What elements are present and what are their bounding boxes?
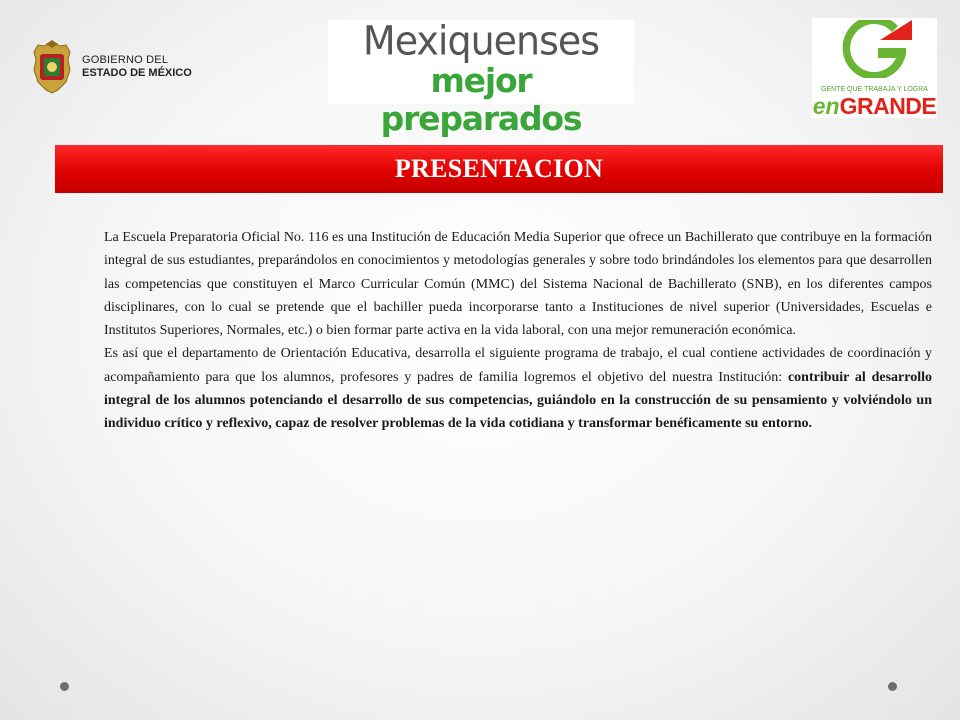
paragraph-2-intro: Es así que el departamento de Orientación Educativa, desarrolla el siguiente programa de trabajo, el cual contiene actividades de coordinación y acompañamiento para que los alumnos, profesores y padres de familia logremos el objetivo del nuestra Institución: <box>104 346 932 385</box>
paragraph-1: La Escuela Preparatoria Oficial No. 116 es una Institución de Educación Media Superior que ofrece un Bachillerato que contribuye en la formación integral de sus estudiantes, preparándolos en conocimientos y metodologías generales y sobre todo brindándoles los elementos para que desarrollen las competencias que constituyen el Marco Curricular Común (MMC) del Sistema Nacional de Bachillerato (SNB), en los diferentes campos disciplinares, con lo cual se pretende que el bachiller pueda incorporarse tanto a Instituciones de nivel superior (Universidades, Escuelas e Institutos Superiores, Normales, etc.) o bien formar parte activa en la vida laboral, con una mejor remuneración económica. <box>104 230 932 339</box>
engrande-wordmark <box>812 94 937 118</box>
mexiquenses-line-2: mejor preparados <box>380 61 582 138</box>
page-title: PRESENTACION <box>394 154 604 183</box>
gobierno-estado-mexico-logo <box>30 40 192 94</box>
presentation-body <box>104 226 932 436</box>
coat-of-arms-icon <box>30 40 74 94</box>
gobierno-line-1: GOBIERNO DEL <box>82 54 169 66</box>
mexiquenses-line-1: Mexiquenses <box>362 17 600 65</box>
paragraph-2-objective: contribuir al desarrollo integral de los alumnos potenciando el desarrollo de sus competencias, guiándolo en la construcción de su pensamiento y volviéndolo un individuo crítico y reflexivo, capaz de resolver problemas de la vida cotidiana y transformar benéficamente su entorno. <box>104 369 932 432</box>
gobierno-line-2: ESTADO DE MÉXICO <box>82 67 192 79</box>
engrande-grande: GRANDE <box>839 93 937 119</box>
mexiquenses-logo <box>328 17 634 138</box>
decorative-dot-left <box>60 682 69 691</box>
engrande-g-icon <box>836 20 912 78</box>
title-bar <box>55 145 943 193</box>
paragraph-2 <box>104 342 932 435</box>
engrande-en: en <box>812 93 840 119</box>
decorative-dot-right <box>888 682 897 691</box>
engrande-logo <box>812 18 937 118</box>
engrande-tagline: GENTE QUE TRABAJA Y LOGRA <box>821 86 928 93</box>
